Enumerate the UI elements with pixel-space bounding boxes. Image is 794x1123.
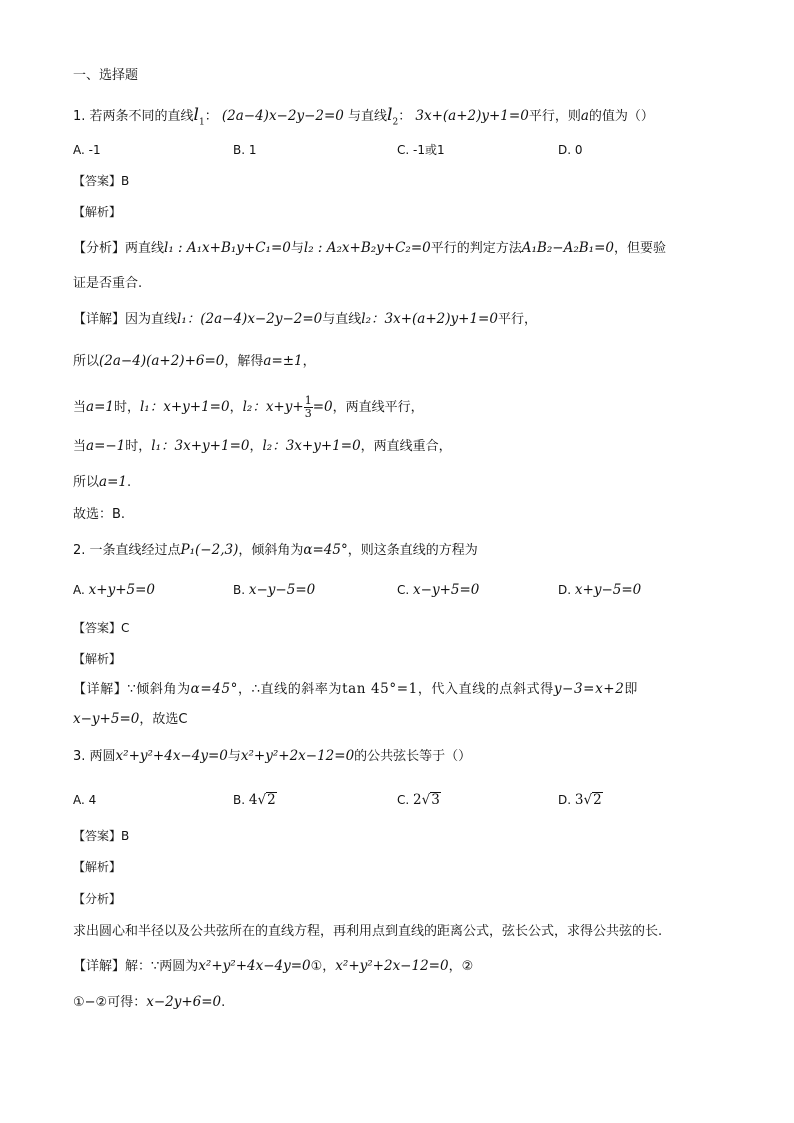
q1-step3 <box>73 436 452 457</box>
q2-option-a <box>73 580 155 600</box>
q1-step1-eq: (2a−4)(a+2)+6=0 <box>99 353 225 369</box>
q1-stem-b: 与直线 <box>348 109 388 124</box>
q1-detail-b: 与直线 <box>322 312 362 327</box>
sqrt-sign: √ <box>257 792 267 808</box>
q1-l1-label: $l_1$ <box>193 105 205 128</box>
q2-option-b <box>233 580 315 600</box>
option-radicand: 2 <box>267 792 276 808</box>
q1-step1-b: ，解得 <box>224 354 264 369</box>
q1-answer: 【答案】B <box>73 174 130 188</box>
fraction-denominator: 3 <box>304 407 312 420</box>
q2-stem-c: ，则这条直线的方程为 <box>347 543 478 558</box>
q1-stem-a: 1. 若两条不同的直线 <box>73 109 194 124</box>
q2-detail-res: x−y+5=0 <box>73 711 140 727</box>
q2-detail-a: 【详解】∵倾斜角为 <box>73 682 191 697</box>
q1-step2-a: 当 <box>73 400 87 415</box>
q3-step <box>73 992 225 1013</box>
q2-analysis-label: 【解析】 <box>73 652 122 666</box>
q1-step2-c: ， <box>229 400 243 415</box>
option-value: x−y−5=0 <box>248 582 316 598</box>
q3-option-b <box>233 790 277 810</box>
q1-option-c: C. -1或1 <box>397 143 445 157</box>
q3-circle1: x²+y²+4x−4y=0 <box>115 748 228 764</box>
q2-detail-d: 即 <box>624 682 638 697</box>
option-radicand: 2 <box>593 792 602 808</box>
q1-fenxi-b: 与 <box>290 241 304 256</box>
q3-detail-sym: ∵ <box>151 959 160 974</box>
q1-stem-d: 的值为（） <box>588 109 654 124</box>
option-radicand: 3 <box>431 792 440 808</box>
q2-detail-angle: α=45° <box>190 681 239 697</box>
q1-step3-d: ，两直线重合， <box>360 439 452 454</box>
q3-answer: 【答案】B <box>73 829 130 843</box>
q1-step3-a: 当 <box>73 439 87 454</box>
sqrt-sign: √ <box>421 792 431 808</box>
q1-fenxi-c: 平行的判定方法 <box>430 241 522 256</box>
q1-fenxi-line <box>73 238 666 259</box>
q3-detail-line <box>73 956 473 977</box>
section-title: 一、选择题 <box>73 68 139 83</box>
q1-step3-b: 时， <box>125 439 152 454</box>
option-letter: D. <box>558 583 572 597</box>
option-coef: 2 <box>413 792 422 808</box>
option-letter: C. <box>397 793 410 807</box>
q1-step1-c: ， <box>302 354 316 369</box>
option-value: x+y+5=0 <box>88 582 155 598</box>
q1-option-d: D. 0 <box>558 143 583 157</box>
q2-stem-b: ，倾斜角为 <box>238 543 304 558</box>
q1-step3-c: ， <box>249 439 263 454</box>
q3-stem <box>73 746 471 767</box>
q2-detail-c: ，代入直线的点斜式得 <box>417 682 554 697</box>
q1-fenxi-l2: l₂ : A₂x+B₂y+C₂=0 <box>303 240 431 256</box>
q2-option-c <box>397 580 479 600</box>
q3-stem-a: 3. 两圆 <box>73 749 116 764</box>
q1-l2-label: $l_2$ <box>387 105 399 128</box>
q3-detail-a: 【详解】解： <box>73 959 152 974</box>
q2-option-d <box>558 580 641 600</box>
q1-step2-d: ，两直线平行， <box>332 400 424 415</box>
q3-stem-c: 的公共弦长等于（） <box>354 749 472 764</box>
option-letter: B. <box>233 583 246 597</box>
q3-option-d <box>558 790 603 810</box>
q1-detail-a: 【详解】因为直线 <box>73 312 178 327</box>
q2-angle: α=45° <box>303 542 348 558</box>
q3-fenxi-label: 【分析】 <box>73 892 122 906</box>
q3-step-a: ①−②可得： <box>73 995 147 1010</box>
option-letter: C. <box>397 583 410 597</box>
q1-step1-sol: a=±1 <box>263 353 303 369</box>
q2-answer: 【答案】C <box>73 621 130 635</box>
q3-step-b: . <box>221 995 226 1010</box>
q3-fenxi-text: 求出圆心和半径以及公共弦所在的直线方程，再利用点到直线的距离公式，弦长公式，求得公共弦的长. <box>73 924 663 939</box>
q3-circle2: x²+y²+2x−12=0 <box>240 748 355 764</box>
q1-step2-l2a: l₂：x+y+ <box>242 399 304 415</box>
q1-step2-l1: l₁：x+y+1=0 <box>139 399 230 415</box>
sqrt-sign: √ <box>583 792 593 808</box>
q1-l2-equation: 3x+(a+2)y+1=0 <box>415 108 529 124</box>
q3-detail-c1: x²+y²+4x−4y=0 <box>198 958 311 974</box>
q1-step2-l2b: =0 <box>312 399 333 415</box>
q3-option-c <box>397 790 441 810</box>
option-letter: D. <box>558 793 572 807</box>
q3-analysis-label: 【解析】 <box>73 860 122 874</box>
q1-step3-cond: a=−1 <box>86 438 126 454</box>
q1-stem: 1. 若两条不同的直线$l_1$： (2a−4)x−2y−2=0 与直线$l_2$： 3x+(a+2)y+1=0平行，则a的值为（） <box>73 105 654 128</box>
q1-step4-b: . <box>126 475 132 490</box>
q1-fenxi-e: 证是否重合. <box>73 276 143 291</box>
q1-detail-c: 平行， <box>497 312 537 327</box>
q1-step4 <box>73 472 131 493</box>
q1-fenxi-l1: l₁ : A₁x+B₁y+C₁=0 <box>164 240 291 256</box>
option-value: x−y+5=0 <box>413 582 480 598</box>
q1-option-a: A. -1 <box>73 143 101 157</box>
q2-point: P₁(−2,3) <box>180 542 239 558</box>
q2-detail-line2 <box>73 709 187 730</box>
option-letter: B. <box>233 793 246 807</box>
q3-detail-b: 两圆为 <box>159 959 199 974</box>
q1-step2-b: 时， <box>113 400 140 415</box>
q1-step3-l1: l₁：3x+y+1=0 <box>151 438 250 454</box>
q3-detail-c2: x²+y²+2x−12=0 <box>335 958 449 974</box>
q1-option-b: B. 1 <box>233 143 257 157</box>
q2-detail-line <box>73 679 638 700</box>
option-coef: 3 <box>574 792 584 808</box>
q1-step4-eq: a=1 <box>99 474 127 490</box>
q1-step4-a: 所以 <box>73 475 100 490</box>
q1-l1-letter: l <box>193 105 199 125</box>
q1-l1-equation: (2a−4)x−2y−2=0 <box>221 108 344 124</box>
q2-detail-ps: y−3=x+2 <box>553 681 625 697</box>
q1-step1 <box>73 351 316 372</box>
q3-step-eq: x−2y+6=0 <box>146 994 222 1010</box>
fraction-numerator: 1 <box>304 394 312 407</box>
q1-detail-l2: l₂：3x+(a+2)y+1=0 <box>361 311 498 327</box>
q1-step3-l2: l₂：3x+y+1=0 <box>262 438 361 454</box>
q2-detail-tan: tan 45°=1 <box>342 681 418 697</box>
q1-fenxi-d: ，但要验 <box>613 241 666 256</box>
q1-step2-cond: a=1 <box>86 399 114 415</box>
q1-stem-c: 平行，则 <box>528 109 581 124</box>
q1-detail-line <box>73 309 537 330</box>
q1-fenxi-a: 【分析】两直线 <box>73 241 165 256</box>
q2-stem <box>73 540 478 561</box>
q1-step2 <box>73 392 424 423</box>
q2-stem-a: 2. 一条直线经过点 <box>73 543 181 558</box>
q2-detail-e: ，故选C <box>139 712 188 727</box>
q1-step2-fraction <box>304 395 313 420</box>
q1-step1-a: 所以 <box>73 354 100 369</box>
q3-detail-m2: ，② <box>448 959 474 974</box>
q3-option-a: A. 4 <box>73 793 97 807</box>
q3-stem-b: 与 <box>227 749 241 764</box>
q1-detail-l1: l₁：(2a−4)x−2y−2=0 <box>177 311 323 327</box>
q1-choose: 故选：B. <box>73 507 126 522</box>
q1-analysis-label: 【解析】 <box>73 205 122 219</box>
q1-fenxi-cond: A₁B₂−A₂B₁=0 <box>521 240 614 256</box>
q1-var-a: a <box>580 108 589 124</box>
option-value: x+y−5=0 <box>574 582 642 598</box>
q2-detail-b: ，∴直线的斜率为 <box>238 682 343 697</box>
q3-detail-m1: ①， <box>310 959 336 974</box>
option-letter: A. <box>73 583 85 597</box>
option-coef: 4 <box>248 792 258 808</box>
